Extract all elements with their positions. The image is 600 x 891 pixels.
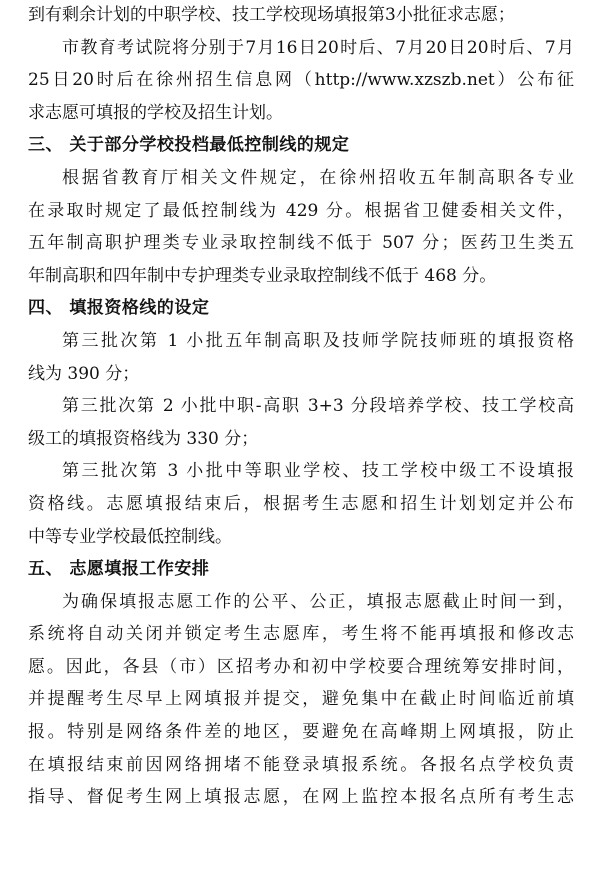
paragraph-line: 到有剩余计划的中职学校、技工学校现场填报第3小批征求志愿；	[28, 5, 515, 25]
paragraph-line: 并提醒考生尽早上网填报并提交，避免集中在截止时间临近前填	[28, 689, 574, 710]
paragraph-line: 在录取时规定了最低控制线为 429 分。根据省卫健委相关文件，	[28, 200, 574, 221]
paragraph-line: 第三批次第 3 小批中等职业学校、技工学校中级工不设填报	[62, 461, 574, 482]
paragraph-line: 愿。因此，各县（市）区招考办和初中学校要合理统筹安排时间，	[28, 656, 574, 677]
paragraph-line: 求志愿可填报的学校及招生计划。	[28, 102, 283, 123]
paragraph-line: 五年制高职护理类专业录取控制线不低于 507 分；医药卫生类五	[28, 233, 574, 254]
section-heading: 五、 志愿填报工作安排	[28, 559, 210, 580]
paragraph-line: 在填报结束前因网络拥堵不能登录填报系统。各报名点学校负责	[28, 754, 574, 775]
paragraph-line: 市教育考试院将分别于7月16日20时后、7月20日20时后、7月	[62, 37, 574, 58]
paragraph-line: 第三批次第 2 小批中职-高职 3+3 分段培养学校、技工学校高	[62, 396, 574, 417]
paragraph-line: 线为 390 分；	[28, 363, 140, 384]
paragraph-line: 为确保填报志愿工作的公平、公正，填报志愿截止时间一到，	[62, 591, 574, 612]
section-heading: 四、 填报资格线的设定	[28, 298, 210, 319]
paragraph-line: 中等专业学校最低控制线。	[28, 526, 232, 547]
section-heading: 三、 关于部分学校投档最低控制线的规定	[28, 135, 350, 156]
paragraph-line: 报。特别是网络条件差的地区，要避免在高峰期上网填报，防止	[28, 722, 574, 743]
paragraph-line: 第三批次第 1 小批五年制高职及技师学院技师班的填报资格	[62, 330, 574, 351]
paragraph-line: 级工的填报资格线为 330 分；	[28, 428, 259, 449]
paragraph-line: 系统将自动关闭并锁定考生志愿库，考生将不能再填报和修改志	[28, 624, 574, 645]
paragraph-line: 年制高职和四年制中专护理类专业录取控制线不低于 468 分。	[28, 265, 497, 286]
paragraph-line: 根据省教育厅相关文件规定，在徐州招收五年制高职各专业	[62, 167, 574, 188]
paragraph-line: 25日20时后在徐州招生信息网（http://www.xzszb.net）公布征	[28, 70, 574, 91]
paragraph-line: 指导、督促考生网上填报志愿，在网上监控本报名点所有考生志	[28, 787, 574, 808]
paragraph-line: 资格线。志愿填报结束后，根据考生志愿和招生计划划定并公布	[28, 493, 574, 514]
